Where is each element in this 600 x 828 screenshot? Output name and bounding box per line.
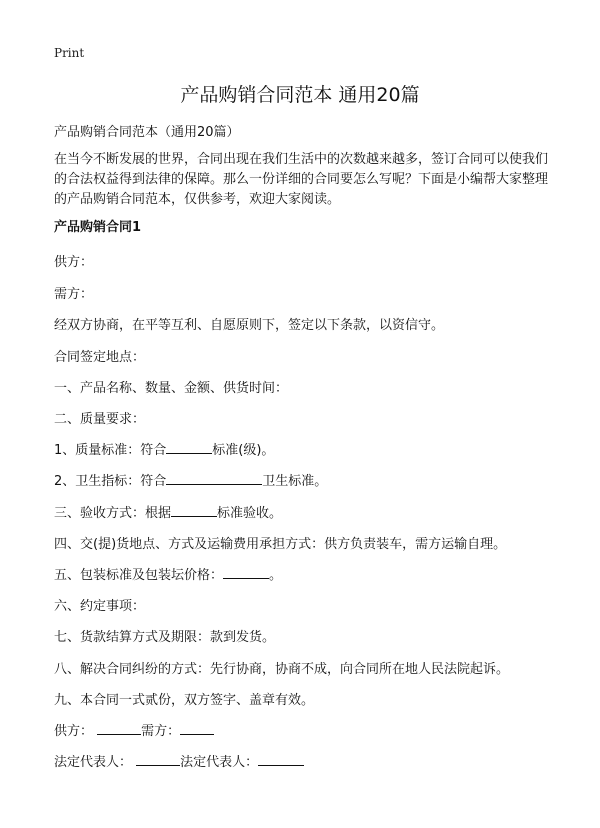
clause-7: 七、货款结算方式及期限：款到发货。	[54, 630, 276, 645]
section-heading: 产品购销合同1	[54, 220, 142, 235]
signing-place-line: 合同签定地点：	[54, 350, 146, 365]
hygiene-blank	[166, 471, 262, 485]
quality-standard-blank	[166, 440, 212, 454]
acceptance-suffix: 标准验收。	[217, 506, 283, 521]
clause-6: 六、约定事项：	[54, 599, 146, 614]
quality-standard-line	[54, 439, 274, 458]
clause-9: 九、本合同一式贰份，双方签字、盖章有效。	[54, 693, 315, 708]
document-subtitle: 产品购销合同范本（通用20篇）	[54, 125, 240, 140]
agreement-line: 经双方协商，在平等互利、自愿原则下，签定以下条款，以资信守。	[54, 318, 445, 333]
representative-buyer-label: 法定代表人：	[180, 755, 259, 770]
supplier-line: 供方：	[54, 255, 94, 270]
signature-supplier-label: 供方：	[54, 724, 94, 739]
packaging-label: 五、包装标准及包装坛价格：	[54, 568, 224, 583]
packaging-suffix: 。	[269, 568, 283, 583]
clause-3	[54, 502, 282, 521]
signature-supplier-blank	[97, 721, 141, 735]
quality-standard-label: 1、质量标准：符合	[54, 443, 167, 458]
acceptance-blank	[171, 503, 217, 517]
representative-supplier-label: 法定代表人：	[54, 755, 133, 770]
representative-line	[54, 751, 304, 770]
clause-2: 二、质量要求：	[54, 412, 146, 427]
packaging-blank	[223, 565, 269, 579]
representative-buyer-blank	[258, 752, 304, 766]
representative-supplier-blank	[136, 752, 180, 766]
signature-buyer-label: 需方：	[141, 724, 181, 739]
signature-line	[54, 720, 214, 739]
hygiene-line	[54, 470, 327, 489]
buyer-line: 需方：	[54, 287, 94, 302]
clause-8: 八、解决合同纠纷的方式：先行协商，协商不成，向合同所在地人民法院起诉。	[54, 662, 510, 677]
intro-paragraph: 在当今不断发展的世界，合同出现在我们生活中的次数越来越多，签订合同可以使我们的合法权益得到法律的保障。那么一份详细的合同要怎么写呢？下面是小编帮大家整理的产品购销合同范本，仅供参考，欢迎大家阅读。	[54, 152, 549, 207]
clause-5	[54, 564, 282, 583]
page-title: 产品购销合同范本 通用20篇	[180, 84, 420, 106]
clause-4: 四、交(提)货地点、方式及运输费用承担方式：供方负责装车，需方运输自理。	[54, 537, 507, 552]
signature-buyer-blank	[180, 721, 214, 735]
acceptance-label: 三、验收方式：根据	[54, 506, 172, 521]
quality-standard-suffix: 标准(级)。	[212, 443, 275, 458]
hygiene-suffix: 卫生标准。	[262, 474, 328, 489]
hygiene-label: 2、卫生指标：符合	[54, 474, 167, 489]
clause-1: 一、产品名称、数量、金额、供货时间：	[54, 381, 289, 396]
print-link[interactable]: Print	[54, 46, 85, 60]
